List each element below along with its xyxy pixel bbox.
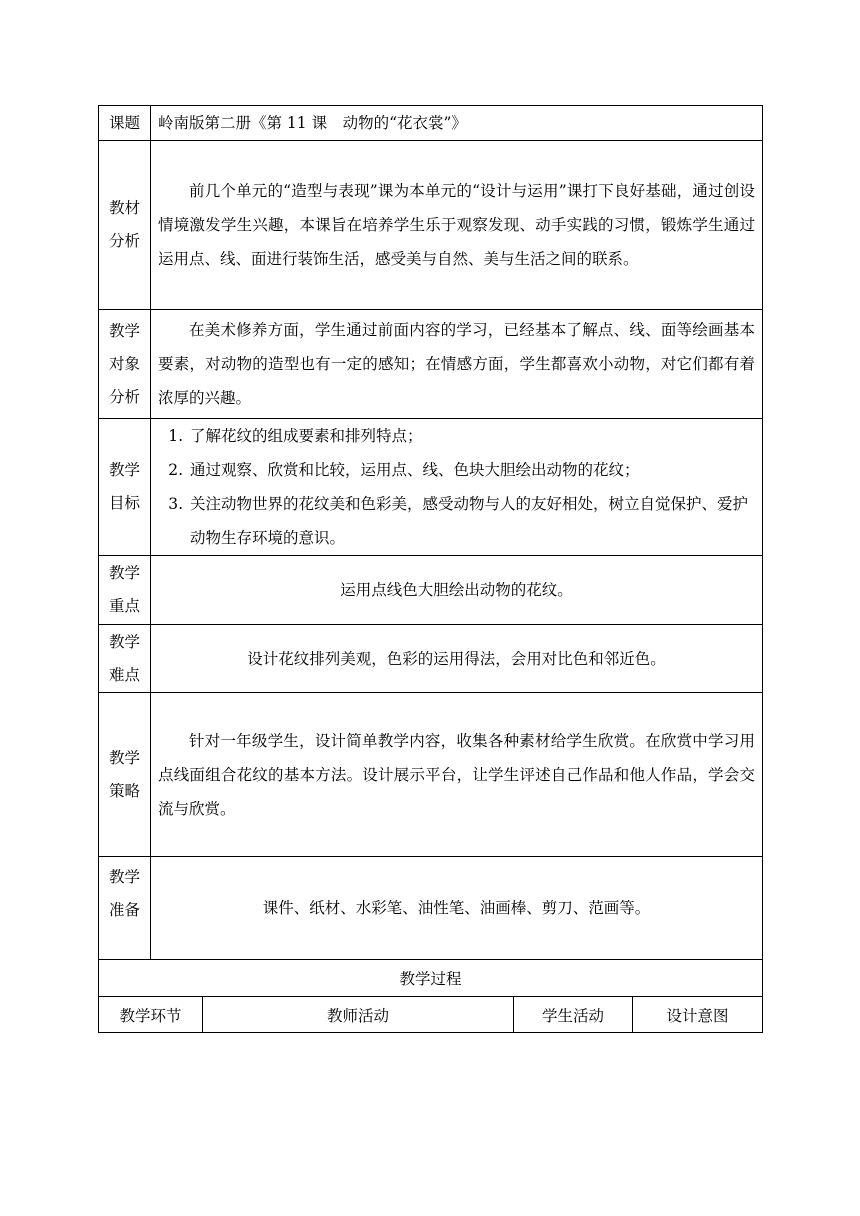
row-process-title [99, 960, 763, 997]
row-title [99, 106, 763, 141]
audience-analysis: 在美术修养方面，学生通过前面内容的学习，已经基本了解点、线、面等绘画基本要素，对动物的造型也有一定的感知；在情感方面，学生都喜欢小动物，对它们都有着浓厚的兴趣。 [151, 310, 763, 419]
teaching-strategy: 针对一年级学生，设计简单教学内容，收集各种素材给学生欣赏。在欣赏中学习用点线面组合花纹的基本方法。设计展示平台，让学生评述自己作品和他人作品，学会交流与欣赏。 [151, 693, 763, 857]
material-analysis: 前几个单元的“造型与表现”课为本单元的“设计与运用”课打下良好基础，通过创设情境激发学生兴趣，本课旨在培养学生乐于观察发现、动手实践的习惯，锻炼学生通过运用点、线、面进行装饰生活，感受美与自然、美与生活之间的联系。 [151, 141, 763, 310]
row-strategy [99, 693, 763, 857]
goal-item: 1. 了解花纹的组成要素和排列特点； [188, 419, 755, 453]
label-strategy: 教学 策略 [99, 693, 151, 857]
goal-item: 2. 通过观察、欣赏和比较，运用点、线、色块大胆绘出动物的花纹； [188, 453, 755, 487]
process-title: 教学过程 [99, 960, 763, 997]
row-goals [99, 419, 763, 556]
label-difficulty: 教学 难点 [99, 625, 151, 693]
row-audience [99, 310, 763, 419]
row-focus [99, 556, 763, 625]
teaching-difficulty: 设计花纹排列美观，色彩的运用得法，会用对比色和邻近色。 [151, 625, 763, 693]
label-title: 课题 [99, 106, 151, 141]
teaching-prep: 课件、纸材、水彩笔、油性笔、油画棒、剪刀、范画等。 [151, 857, 763, 960]
row-material [99, 141, 763, 310]
header-stage: 教学环节 [99, 997, 203, 1033]
label-prep: 教学 准备 [99, 857, 151, 960]
label-material: 教材 分析 [99, 141, 151, 310]
lesson-title: 岭南版第二册《第 11 课 动物的“花衣裳”》 [151, 106, 763, 141]
label-goals: 教学 目标 [99, 419, 151, 556]
teaching-goals [151, 419, 763, 556]
row-process-headers [99, 997, 763, 1033]
row-difficulty [99, 625, 763, 693]
label-audience: 教学 对象 分析 [99, 310, 151, 419]
label-focus: 教学 重点 [99, 556, 151, 625]
lesson-plan-table [98, 105, 763, 1033]
teaching-focus: 运用点线色大胆绘出动物的花纹。 [151, 556, 763, 625]
header-teacher-activity: 教师活动 [203, 997, 514, 1033]
row-prep [99, 857, 763, 960]
header-student-activity: 学生活动 [514, 997, 633, 1033]
header-design-intent: 设计意图 [633, 997, 763, 1033]
goal-item: 3. 关注动物世界的花纹美和色彩美，感受动物与人的友好相处，树立自觉保护、爱护动物生存环境的意识。 [188, 487, 755, 555]
